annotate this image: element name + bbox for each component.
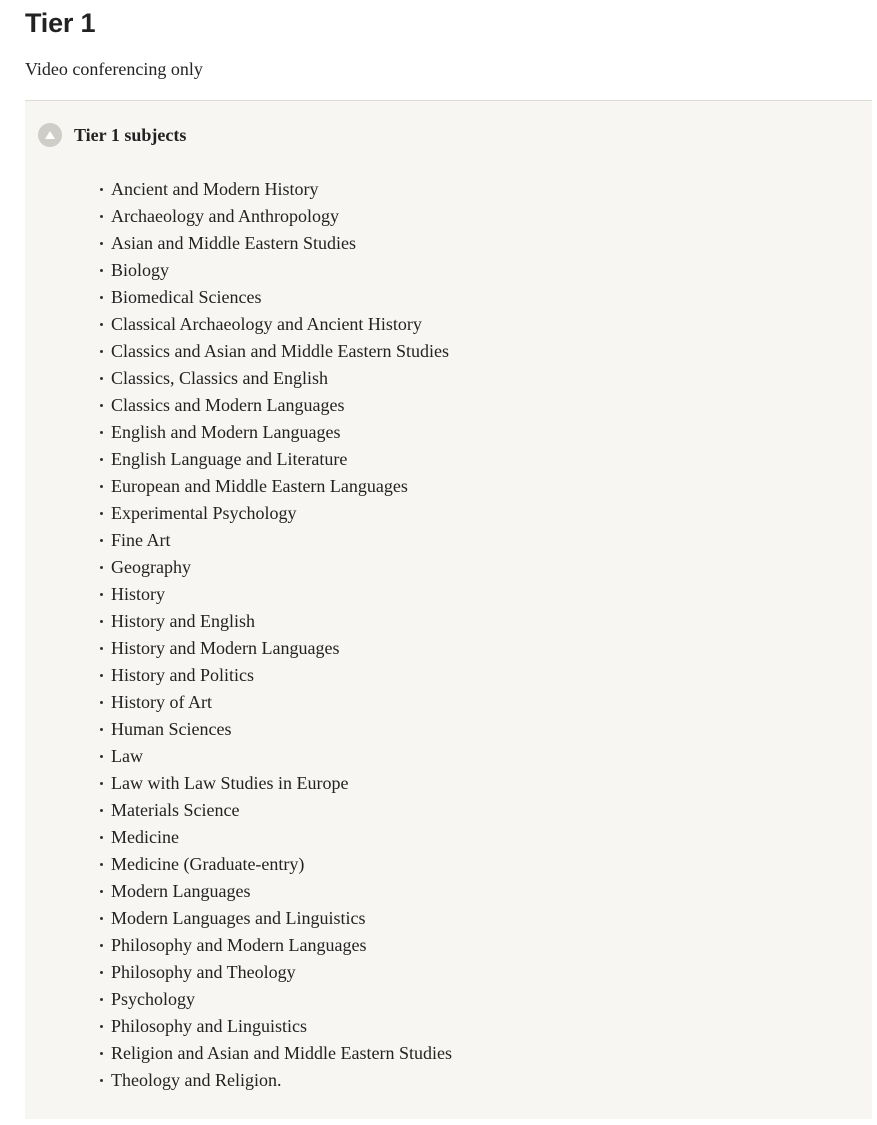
subject-label: Religion and Asian and Middle Eastern Studies — [111, 1043, 452, 1063]
subject-label: History of Art — [111, 692, 212, 712]
tier-title: Tier 1 — [25, 8, 96, 38]
subject-label: Geography — [111, 557, 191, 577]
list-item — [100, 257, 452, 284]
bullet-icon — [100, 1025, 103, 1028]
subject-label: English Language and Literature — [111, 449, 348, 469]
bullet-icon — [100, 485, 103, 488]
list-item — [100, 500, 452, 527]
list-item — [100, 932, 452, 959]
list-item — [100, 1013, 452, 1040]
bullet-icon — [100, 593, 103, 596]
bullet-icon — [100, 836, 103, 839]
subject-label: Ancient and Modern History — [111, 179, 319, 199]
list-item — [100, 527, 452, 554]
chevron-up-icon-glyph — [44, 130, 56, 140]
list-item — [100, 176, 452, 203]
bullet-icon — [100, 728, 103, 731]
list-item — [100, 581, 452, 608]
list-item — [100, 905, 452, 932]
list-item — [100, 419, 452, 446]
bullet-icon — [100, 1052, 103, 1055]
bullet-icon — [100, 539, 103, 542]
subject-label: Biomedical Sciences — [111, 287, 262, 307]
list-item — [100, 770, 452, 797]
bullet-icon — [100, 188, 103, 191]
list-item — [100, 608, 452, 635]
subject-label: Archaeology and Anthropology — [111, 206, 339, 226]
bullet-icon — [100, 458, 103, 461]
list-item — [100, 743, 452, 770]
subject-label: Law with Law Studies in Europe — [111, 773, 349, 793]
subject-label: Classics and Modern Languages — [111, 395, 345, 415]
list-item — [100, 392, 452, 419]
list-item — [100, 554, 452, 581]
subject-label: Classics, Classics and English — [111, 368, 328, 388]
bullet-icon — [100, 350, 103, 353]
list-item — [100, 311, 452, 338]
bullet-icon — [100, 377, 103, 380]
subject-label: History and English — [111, 611, 255, 631]
tier-description: Video conferencing only — [25, 59, 203, 79]
bullet-icon — [100, 755, 103, 758]
bullet-icon — [100, 269, 103, 272]
bullet-icon — [100, 971, 103, 974]
bullet-icon — [100, 890, 103, 893]
chevron-up-icon[interactable] — [38, 123, 62, 147]
list-item — [100, 635, 452, 662]
subject-label: English and Modern Languages — [111, 422, 341, 442]
subject-label: Psychology — [111, 989, 196, 1009]
bullet-icon — [100, 701, 103, 704]
list-item — [100, 716, 452, 743]
list-item — [100, 473, 452, 500]
subject-label: History and Modern Languages — [111, 638, 340, 658]
list-item — [100, 824, 452, 851]
list-item — [100, 203, 452, 230]
subject-label: Asian and Middle Eastern Studies — [111, 233, 356, 253]
subject-label: Modern Languages — [111, 881, 251, 901]
bullet-icon — [100, 512, 103, 515]
list-item — [100, 851, 452, 878]
list-item — [100, 689, 452, 716]
list-item — [100, 446, 452, 473]
bullet-icon — [100, 620, 103, 623]
bullet-icon — [100, 863, 103, 866]
subject-label: History and Politics — [111, 665, 254, 685]
subject-label: Classical Archaeology and Ancient History — [111, 314, 422, 334]
bullet-icon — [100, 215, 103, 218]
list-item — [100, 284, 452, 311]
bullet-icon — [100, 323, 103, 326]
bullet-icon — [100, 998, 103, 1001]
subject-label: Philosophy and Theology — [111, 962, 296, 982]
list-item — [100, 986, 452, 1013]
list-item — [100, 1040, 452, 1067]
list-item — [100, 365, 452, 392]
bullet-icon — [100, 296, 103, 299]
subject-label: Law — [111, 746, 143, 766]
bullet-icon — [100, 1079, 103, 1082]
bullet-icon — [100, 647, 103, 650]
accordion-title[interactable]: Tier 1 subjects — [74, 125, 187, 145]
subject-label: Human Sciences — [111, 719, 232, 739]
list-item — [100, 1067, 452, 1094]
subject-label: Materials Science — [111, 800, 240, 820]
subject-label: Medicine (Graduate-entry) — [111, 854, 305, 874]
subject-label: Fine Art — [111, 530, 171, 550]
bullet-icon — [100, 809, 103, 812]
list-item — [100, 230, 452, 257]
bullet-icon — [100, 917, 103, 920]
list-item — [100, 878, 452, 905]
accordion-toggle[interactable] — [38, 123, 186, 147]
list-item — [100, 959, 452, 986]
bullet-icon — [100, 944, 103, 947]
list-item — [100, 662, 452, 689]
subject-list — [100, 176, 452, 1094]
subject-label: Classics and Asian and Middle Eastern Studies — [111, 341, 449, 361]
subject-label: Theology and Religion. — [111, 1070, 282, 1090]
subject-label: Medicine — [111, 827, 179, 847]
list-item — [100, 338, 452, 365]
bullet-icon — [100, 404, 103, 407]
subject-label: Philosophy and Linguistics — [111, 1016, 308, 1036]
subject-label: Experimental Psychology — [111, 503, 297, 523]
subject-label: History — [111, 584, 165, 604]
subject-label: Modern Languages and Linguistics — [111, 908, 366, 928]
subject-label: Philosophy and Modern Languages — [111, 935, 367, 955]
tier-section — [25, 0, 872, 1090]
list-item — [100, 797, 452, 824]
bullet-icon — [100, 242, 103, 245]
subject-label: Biology — [111, 260, 170, 280]
bullet-icon — [100, 782, 103, 785]
bullet-icon — [100, 674, 103, 677]
subject-label: European and Middle Eastern Languages — [111, 476, 408, 496]
bullet-icon — [100, 431, 103, 434]
subjects-accordion — [25, 100, 872, 1119]
bullet-icon — [100, 566, 103, 569]
